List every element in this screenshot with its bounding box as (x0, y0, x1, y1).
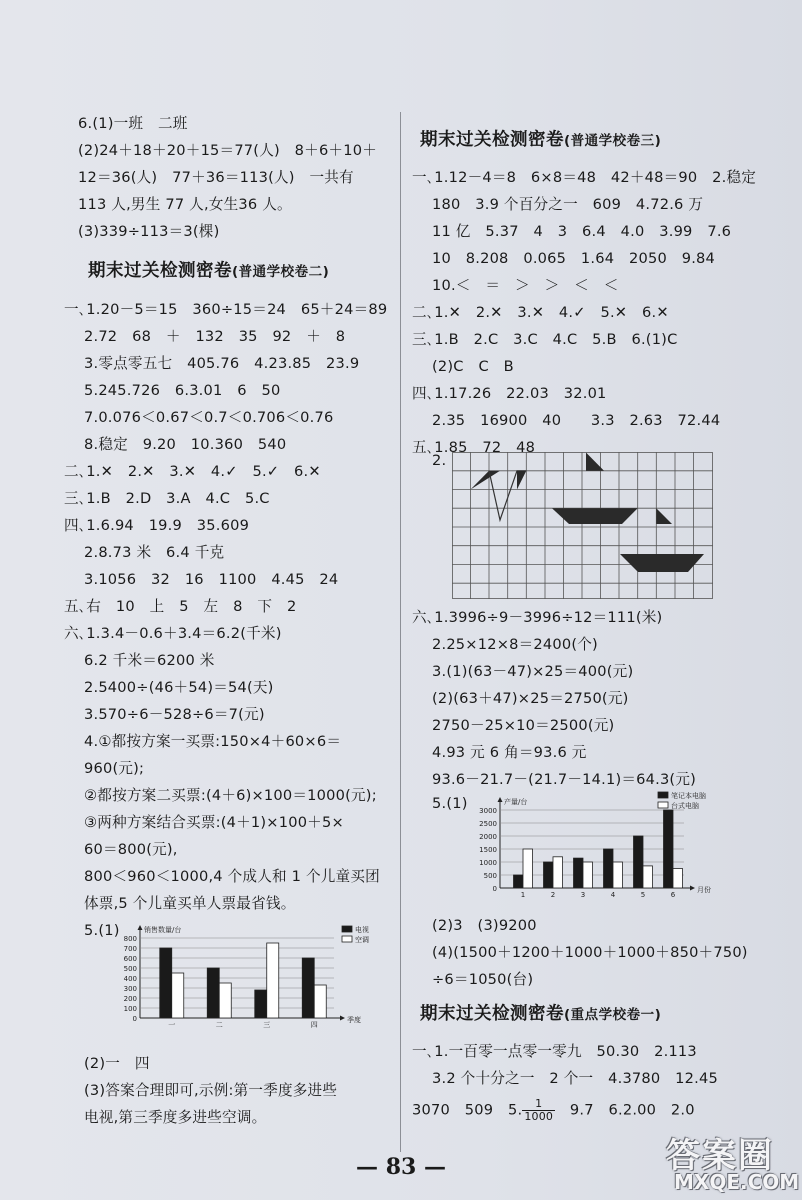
bar (207, 968, 219, 1018)
right-line2-6: 93.6－21.7－(21.7－14.1)＝64.3(元) (432, 771, 697, 788)
y-axis-label: 销售数量/台 (144, 926, 182, 934)
x-tick-label: 4 (610, 891, 616, 899)
right-line-10: 五､1.85 72 48 (412, 439, 536, 456)
small-mid-triangle (656, 508, 672, 524)
left-line-9: 2.8.73 米 6.4 千克 (84, 544, 225, 561)
legend-label: 电视 (355, 926, 369, 934)
legend-label: 台式电脑 (671, 802, 699, 810)
right-section2-title (420, 1000, 661, 1025)
left-line-2: 3.零点零五七 405.76 4.23.85 23.9 (84, 355, 360, 372)
right-line4-0: 一､1.一百零一点零一零九 50.30 2.113 (412, 1043, 697, 1060)
right-line-6: 三､1.B 2.C 3.C 4.C 5.B 6.(1)C (412, 331, 678, 348)
right-black-triangle (517, 471, 526, 490)
y-tick-label: 0 (132, 1015, 137, 1023)
right-line-9: 2.35 16900 40 3.3 2.63 72.44 (432, 412, 721, 429)
bar (643, 866, 653, 888)
x-axis-label: 季度 (347, 1016, 361, 1024)
left-top-line-2: 12＝36(人) 77＋36＝113(人) 一共有 (78, 169, 354, 186)
bar (604, 849, 614, 888)
bar (673, 869, 683, 889)
x-tick-label: 1 (520, 891, 526, 899)
trapezoid-upper (552, 508, 638, 524)
left-line-15: 3.570÷6－528÷6＝7(元) (84, 706, 265, 723)
left-line-23: 5.(1) (84, 922, 120, 939)
left-bottom-line-1: (3)答案合理即可,示例:第一季度多进些 (84, 1082, 338, 1099)
left-section-title-text: 期末过关检测密卷 (88, 261, 232, 281)
fraction-numerator: 1 (522, 1098, 555, 1111)
right-line-2: 11 亿 5.37 4 3 6.4 4.0 3.99 7.6 (432, 223, 732, 240)
bar (544, 862, 554, 888)
right-section-title-text: 期末过关检测密卷 (420, 130, 564, 150)
watermark-en: MXQE.COM (674, 1170, 800, 1194)
y-axis-label: 产量/台 (504, 798, 528, 806)
y-tick-label: 600 (123, 955, 137, 963)
left-line-17: 960(元); (84, 760, 145, 777)
left-black-triangle (471, 471, 501, 490)
x-tick-label: 6 (670, 891, 676, 899)
y-tick-label: 300 (123, 985, 137, 993)
right-last-line-post: 9.7 6.2.00 2.0 (555, 1101, 695, 1119)
left-bottom-line-0: (2)一 四 (84, 1055, 150, 1072)
page-number: — 83 — (356, 1154, 446, 1180)
bar (514, 875, 524, 888)
left-bottom-line-2: 电视,第三季度多进些空调。 (84, 1109, 267, 1126)
right-line-7: (2)C C B (432, 358, 514, 375)
y-tick-label: 2000 (479, 833, 497, 841)
left-line-22: 体票,5 个儿童买单人票最省钱。 (84, 895, 296, 912)
bar (160, 948, 172, 1018)
right-line-8: 四､1.17.26 22.03 32.01 (412, 385, 607, 402)
right-last-line (412, 1098, 695, 1123)
left-line-4: 7.0.076＜0.67＜0.7＜0.706＜0.76 (84, 409, 334, 426)
right-section2-title-text: 期末过关检测密卷 (420, 1004, 564, 1024)
bar (613, 862, 623, 888)
x-tick-label: 2 (550, 891, 556, 899)
left-top-line-0: 6.(1)一班 二班 (78, 115, 188, 132)
bar (574, 858, 584, 888)
grid-vertical-lines (471, 452, 694, 599)
fraction-denominator: 1000 (524, 1110, 554, 1123)
bar (553, 857, 563, 888)
x-axis-arrow (340, 1016, 345, 1021)
y-tick-label: 2500 (479, 820, 497, 828)
y-tick-label: 0 (492, 885, 497, 893)
column-divider (400, 112, 401, 1152)
x-tick-label: 3 (580, 891, 586, 899)
right-line4-1: 3.2 个十分之一 2 个一 4.3780 12.45 (432, 1070, 718, 1087)
right-line-1: 180 3.9 个百分之一 609 4.72.6 万 (432, 196, 704, 213)
right-line2-1: 2.25×12×8＝2400(个) (432, 636, 598, 653)
left-line-19: ③两种方案结合买票:(4＋1)×100＋5× (84, 814, 344, 831)
legend-label: 空调 (355, 936, 369, 944)
left-line-16: 4.①都按方案一买票:150×4＋60×6＝ (84, 733, 342, 750)
left-line-18: ②都按方案二买票:(4＋6)×100＝1000(元); (84, 787, 377, 804)
left-line-8: 四､1.6.94 19.9 35.609 (64, 517, 250, 534)
bar (634, 836, 644, 888)
watermark-logo (660, 1128, 800, 1198)
y-axis-arrow (498, 797, 503, 802)
y-tick-label: 1500 (479, 846, 497, 854)
right-section2-subtitle: (重点学校卷一) (564, 1007, 662, 1023)
left-line-21: 800＜960＜1000,4 个成人和 1 个儿童买团 (84, 868, 380, 885)
legend-swatch (658, 792, 668, 798)
right-line3-2: ÷6＝1050(台) (432, 971, 534, 988)
bar (314, 985, 326, 1018)
legend-swatch (342, 926, 352, 932)
y-tick-label: 500 (123, 965, 137, 973)
y-tick-label: 3000 (479, 807, 497, 815)
legend-swatch (342, 936, 352, 942)
left-line-6: 二､1.✕ 2.✕ 3.✕ 4.✓ 5.✓ 6.✕ (64, 463, 321, 480)
right-section-title (420, 126, 661, 151)
right-line-0: 一､1.12－4＝8 6×8＝48 42＋48＝90 2.稳定 (412, 169, 757, 186)
bar (523, 849, 533, 888)
left-line-12: 六､1.3.4－0.6＋3.4＝6.2(千米) (64, 625, 282, 642)
right-line2-2: 3.(1)(63－47)×25＝400(元) (432, 663, 634, 680)
left-line-10: 3.1056 32 16 1100 4.45 24 (84, 571, 339, 588)
tv-ac-sales-bar-chart (110, 920, 375, 1035)
bar (302, 958, 314, 1018)
grid-translation-figure (452, 452, 714, 600)
bar (583, 862, 593, 888)
legend-label: 笔记本电脑 (671, 792, 706, 800)
left-line-0: 一､1.20－5＝15 360÷15＝24 65＋24＝89 (64, 301, 388, 318)
y-tick-label: 700 (123, 945, 137, 953)
trapezoid-lower (620, 554, 704, 572)
left-top-line-4: (3)339÷113＝3(棵) (78, 223, 220, 240)
computer-production-bar-chart (470, 788, 760, 900)
left-line-1: 2.72 68 ＋ 132 35 92 ＋ 8 (84, 328, 346, 345)
x-axis-label: 月份 (697, 886, 711, 894)
bar (255, 990, 267, 1018)
right-line-4: 10.＜ ＝ ＞ ＞ ＜ ＜ (432, 277, 619, 294)
legend-swatch (658, 802, 668, 808)
watermark-cn: 答案圈 (666, 1136, 774, 1176)
left-section-subtitle: (普通学校卷二) (232, 264, 330, 280)
left-line-5: 8.稳定 9.20 10.360 540 (84, 436, 287, 453)
x-tick-label: 三 (263, 1021, 271, 1029)
right-last-line-pre: 3070 509 5. (412, 1101, 523, 1119)
left-line-14: 2.5400÷(46＋54)＝54(天) (84, 679, 274, 696)
y-tick-label: 100 (123, 1005, 137, 1013)
right-section-subtitle: (普通学校卷三) (564, 133, 662, 149)
bar (267, 943, 279, 1018)
right-line-3: 10 8.208 0.065 1.64 2050 9.84 (432, 250, 716, 267)
y-tick-label: 1000 (479, 859, 497, 867)
right-line2-0: 六､1.3996÷9－3996÷12＝111(米) (412, 609, 663, 626)
y-axis-arrow (138, 925, 143, 930)
y-tick-label: 400 (123, 975, 137, 983)
left-line-20: 60＝800(元), (84, 841, 178, 858)
x-tick-label: 一 (168, 1021, 176, 1029)
right-line2-4: 2750－25×10＝2500(元) (432, 717, 615, 734)
y-tick-label: 500 (483, 872, 497, 880)
bar (172, 973, 184, 1018)
y-tick-label: 200 (123, 995, 137, 1003)
left-section-title (88, 257, 329, 282)
x-axis-arrow (690, 886, 695, 891)
left-line-7: 三､1.B 2.D 3.A 4.C 5.C (64, 490, 270, 507)
x-tick-label: 二 (215, 1021, 223, 1029)
bar (219, 983, 231, 1018)
right-line-11: 2. (432, 452, 447, 469)
right-line2-3: (2)(63＋47)×25＝2750(元) (432, 690, 629, 707)
fraction-one-thousandth (522, 1098, 555, 1123)
x-tick-label: 四 (310, 1021, 318, 1029)
right-line-5: 二､1.✕ 2.✕ 3.✕ 4.✓ 5.✕ 6.✕ (412, 304, 669, 321)
right-line3-1: (4)(1500＋1200＋1000＋1000＋850＋750) (432, 944, 748, 961)
right-line2-5: 4.93 元 6 角＝93.6 元 (432, 744, 587, 761)
bar (664, 810, 674, 888)
y-tick-label: 800 (123, 935, 137, 943)
x-tick-label: 5 (640, 891, 646, 899)
left-line-3: 5.245.726 6.3.01 6 50 (84, 382, 281, 399)
left-line-11: 五､右 10 上 5 左 8 下 2 (64, 598, 297, 615)
left-top-line-3: 113 人,男生 77 人,女生36 人。 (78, 196, 292, 213)
left-top-line-1: (2)24＋18＋20＋15＝77(人) 8＋6＋10＋ (78, 142, 377, 159)
right-line3-0: (2)3 (3)9200 (432, 917, 537, 934)
left-line-13: 6.2 千米＝6200 米 (84, 652, 215, 669)
small-top-triangle (586, 453, 604, 471)
right-line2-7: 5.(1) (432, 795, 468, 812)
